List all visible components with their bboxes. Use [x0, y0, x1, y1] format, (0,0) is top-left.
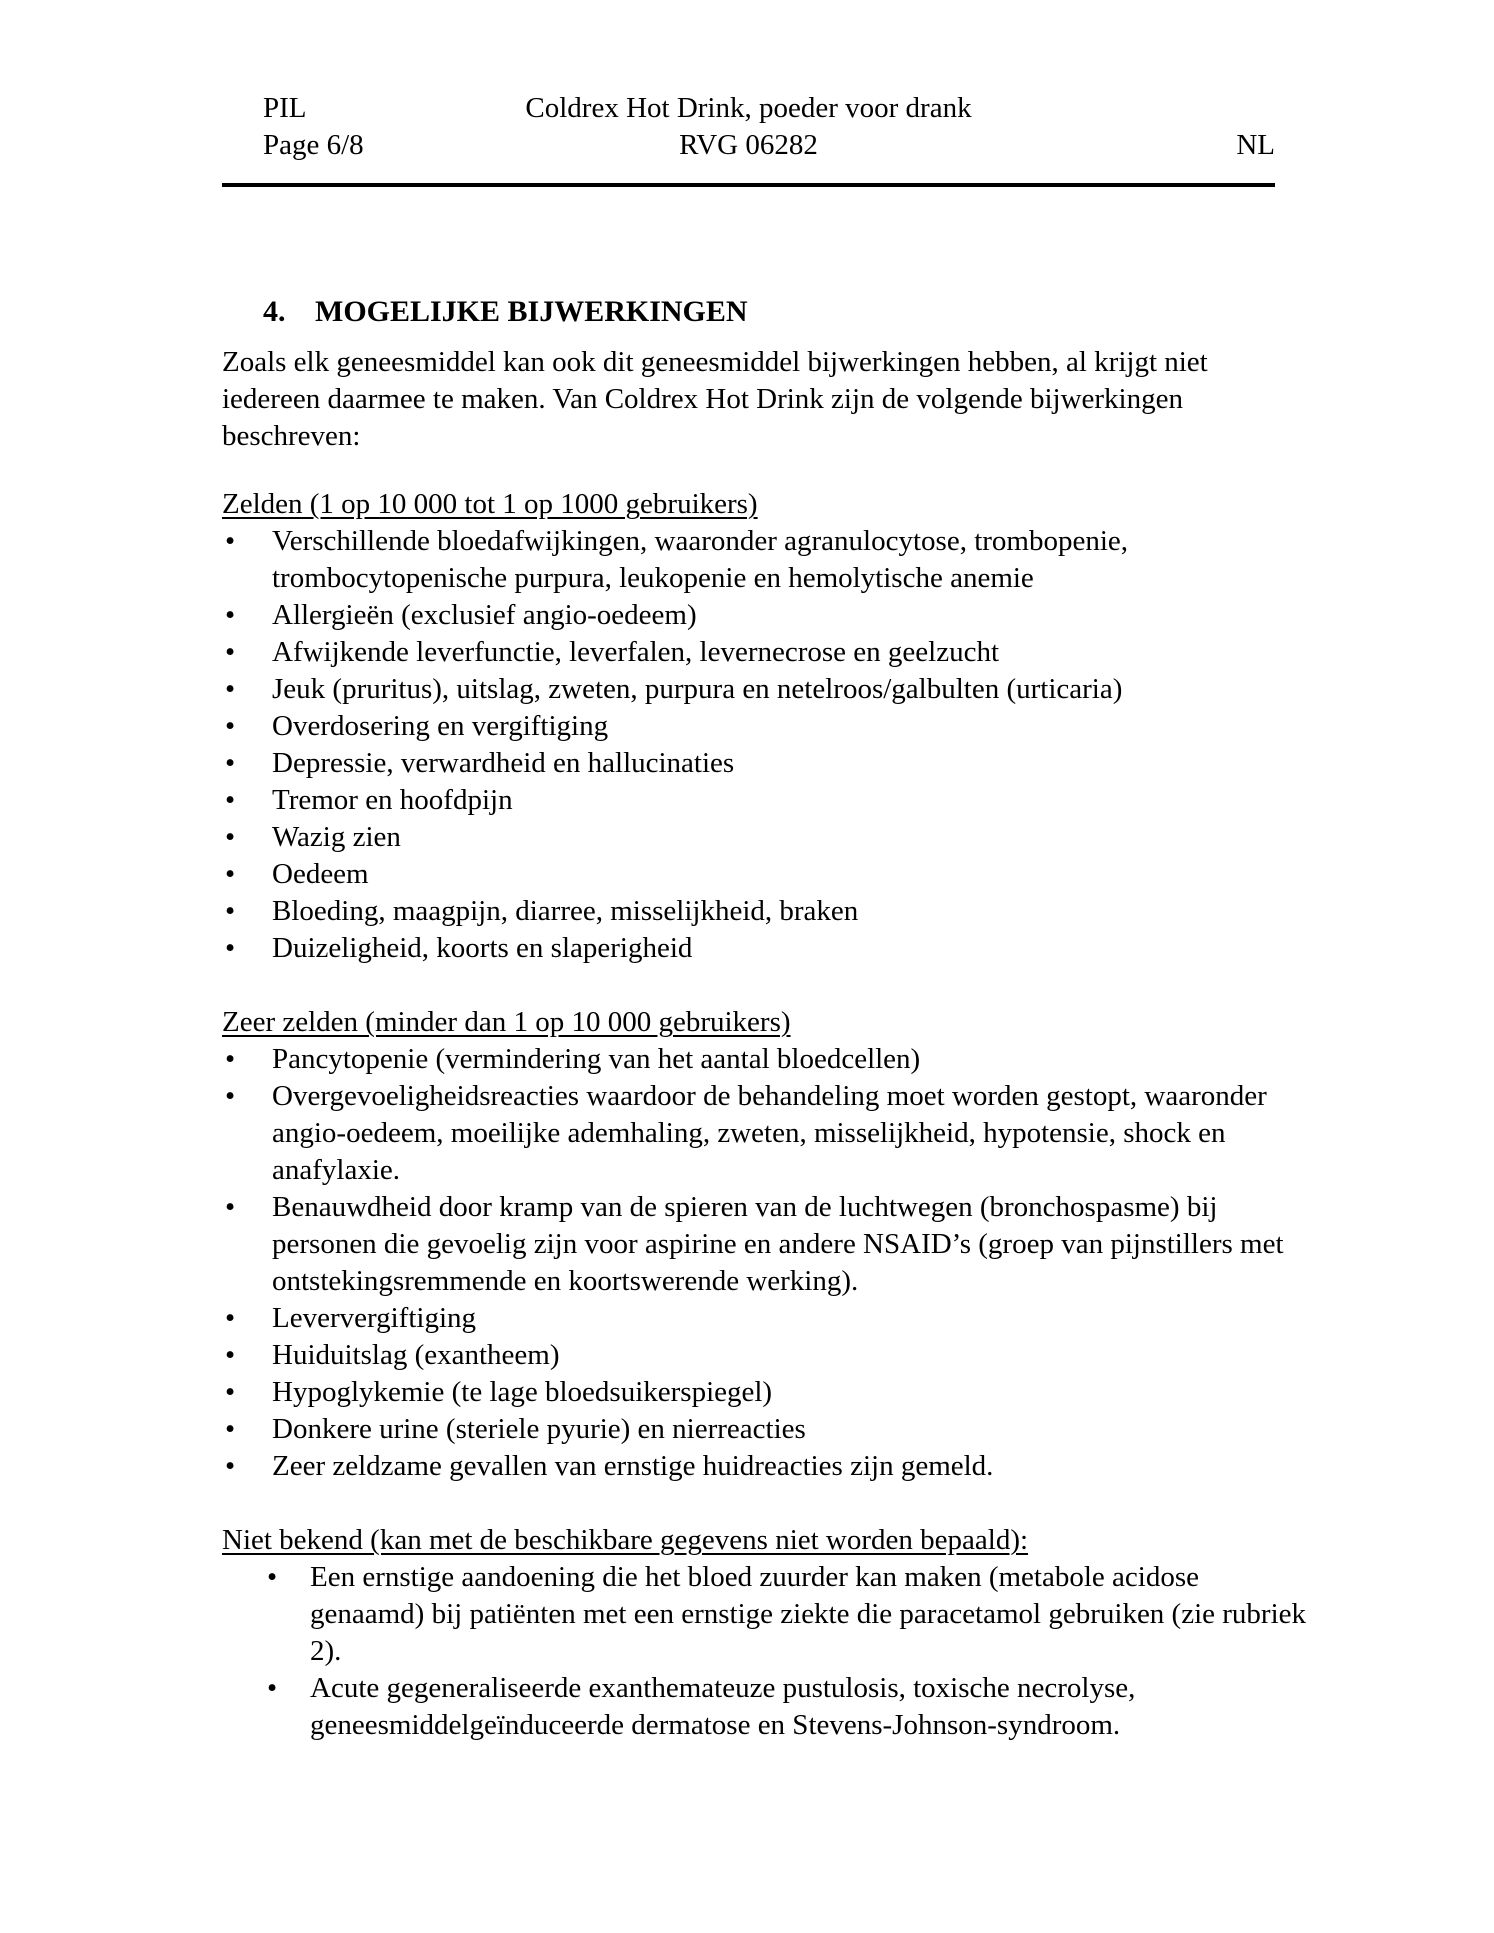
language-code: NL	[1236, 129, 1275, 161]
section-title: MOGELIJKE BIJWERKINGEN	[315, 295, 748, 328]
list-item	[222, 671, 1307, 708]
frequency-section-niet-bekend	[222, 1522, 1307, 1744]
bullet-icon: •	[225, 895, 236, 927]
bullet-icon: •	[225, 747, 236, 779]
list-item-text: Oedeem	[272, 858, 369, 890]
list-item-text: Donkere urine (steriele pyurie) en nierreacties	[272, 1413, 806, 1445]
page-header	[222, 90, 1275, 170]
list-item	[222, 523, 1307, 597]
list-item	[222, 1300, 1307, 1337]
list-item-text: Verschillende bloedafwijkingen, waaronder agranulocytose, trombopenie, trombocytopenische purpura, leukopenie en hemolytische anemie	[272, 525, 1129, 594]
bullet-icon: •	[225, 784, 236, 816]
bullet-icon: •	[225, 1450, 236, 1482]
side-effects-list	[222, 1559, 1307, 1744]
list-item	[222, 1411, 1307, 1448]
list-item-text: Acute gegeneraliseerde exanthemateuze pustulosis, toxische necrolyse, geneesmiddelgeïnduceerde dermatose en Stevens-Johnson-syndroom.	[310, 1672, 1136, 1741]
section-heading	[222, 293, 1307, 330]
bullet-icon: •	[225, 710, 236, 742]
bullet-icon: •	[225, 636, 236, 668]
list-item-text: Zeer zeldzame gevallen van ernstige huidreacties zijn gemeld.	[272, 1450, 994, 1482]
list-item-text: Pancytopenie (vermindering van het aantal bloedcellen)	[272, 1043, 921, 1075]
list-item	[222, 745, 1307, 782]
header-divider	[222, 183, 1275, 187]
bullet-icon: •	[225, 932, 236, 964]
frequency-heading: Niet bekend (kan met de beschikbare gegevens niet worden bepaald):	[222, 1524, 1029, 1556]
list-item	[222, 1337, 1307, 1374]
list-item	[222, 708, 1307, 745]
list-item-text: Een ernstige aandoening die het bloed zuurder kan maken (metabole acidose genaamd) bij patiënten met een ernstige ziekte die paracetamol gebruiken (zie rubriek 2).	[310, 1561, 1307, 1667]
page-number: Page 6/8	[263, 129, 364, 161]
document-title: Coldrex Hot Drink, poeder voor drank	[525, 92, 972, 124]
list-item-text: Wazig zien	[272, 821, 401, 853]
list-item-text: Duizeligheid, koorts en slaperigheid	[272, 932, 693, 964]
bullet-icon: •	[225, 858, 236, 890]
bullet-icon: •	[225, 1080, 236, 1112]
list-item-text: Tremor en hoofdpijn	[272, 784, 513, 816]
list-item	[222, 1559, 1307, 1670]
bullet-icon: •	[267, 1561, 278, 1593]
frequency-heading: Zelden (1 op 10 000 tot 1 op 1000 gebruikers)	[222, 488, 758, 520]
list-item	[222, 1189, 1307, 1300]
header-right-block	[1236, 127, 1275, 164]
section-number: 4.	[263, 295, 286, 328]
doc-type-label: PIL	[263, 92, 307, 124]
side-effects-list	[222, 523, 1307, 967]
intro-paragraph: Zoals elk geneesmiddel kan ook dit geneesmiddel bijwerkingen hebben, al krijgt niet iedereen daarmee te maken. Van Coldrex Hot Drink zijn de volgende bijwerkingen beschreven:	[222, 346, 1208, 452]
list-item	[222, 597, 1307, 634]
bullet-icon: •	[225, 525, 236, 557]
header-center-block	[222, 90, 1275, 164]
bullet-icon: •	[225, 673, 236, 705]
list-item-text: Benauwdheid door kramp van de spieren van de luchtwegen (bronchospasme) bij personen die gevoelig zijn voor aspirine en andere NSAID’s (groep van pijnstillers met ontstekingsremmende en koortswerende werking).	[272, 1191, 1284, 1297]
list-item-text: Jeuk (pruritus), uitslag, zweten, purpura en netelroos/galbulten (urticaria)	[272, 673, 1123, 705]
bullet-icon: •	[225, 599, 236, 631]
frequency-section-zeer-zelden	[222, 1004, 1307, 1485]
bullet-icon: •	[267, 1672, 278, 1704]
list-item-text: Depressie, verwardheid en hallucinaties	[272, 747, 735, 779]
list-item	[222, 1374, 1307, 1411]
bullet-icon: •	[225, 1376, 236, 1408]
list-item	[222, 893, 1307, 930]
list-item	[222, 634, 1307, 671]
page-content	[222, 293, 1307, 1781]
list-item-text: Overgevoeligheidsreacties waardoor de behandeling moet worden gestopt, waaronder angio-oedeem, moeilijke ademhaling, zweten, misselijkheid, hypotensie, shock en anafylaxie.	[272, 1080, 1267, 1186]
list-item-text: Leververgiftiging	[272, 1302, 477, 1334]
list-item	[222, 819, 1307, 856]
frequency-heading: Zeer zelden (minder dan 1 op 10 000 gebruikers)	[222, 1006, 791, 1038]
bullet-icon: •	[225, 1302, 236, 1334]
list-item-text: Hypoglykemie (te lage bloedsuikerspiegel)	[272, 1376, 773, 1408]
bullet-icon: •	[225, 821, 236, 853]
list-item	[222, 856, 1307, 893]
list-item	[222, 1041, 1307, 1078]
list-item	[222, 1448, 1307, 1485]
bullet-icon: •	[225, 1339, 236, 1371]
frequency-section-zelden	[222, 486, 1307, 967]
list-item	[222, 1670, 1307, 1744]
side-effects-list	[222, 1041, 1307, 1485]
bullet-icon: •	[225, 1413, 236, 1445]
list-item-text: Afwijkende leverfunctie, leverfalen, levernecrose en geelzucht	[272, 636, 1000, 668]
bullet-icon: •	[225, 1191, 236, 1223]
list-item-text: Huiduitslag (exantheem)	[272, 1339, 560, 1371]
list-item-text: Overdosering en vergiftiging	[272, 710, 609, 742]
list-item	[222, 930, 1307, 967]
registration-number: RVG 06282	[679, 129, 818, 161]
list-item	[222, 1078, 1307, 1189]
list-item-text: Bloeding, maagpijn, diarree, misselijkheid, braken	[272, 895, 859, 927]
list-item	[222, 782, 1307, 819]
list-item-text: Allergieën (exclusief angio-oedeem)	[272, 599, 697, 631]
bullet-icon: •	[225, 1043, 236, 1075]
